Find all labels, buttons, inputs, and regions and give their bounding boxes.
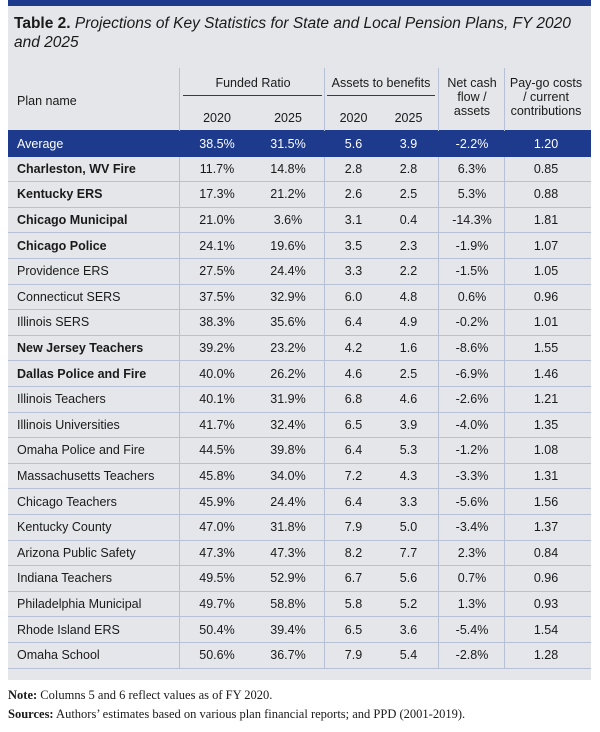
cell-plan-name: Illinois SERS bbox=[17, 315, 90, 330]
cell-funded-2025: 14.8% bbox=[270, 161, 306, 176]
table-row bbox=[8, 438, 591, 464]
header-net-cash-flow-line3: assets bbox=[453, 104, 491, 118]
header-fr-2025: 2025 bbox=[274, 111, 302, 125]
header-paygo-line3: contributions bbox=[510, 104, 582, 118]
cell-plan-name: Dallas Police and Fire bbox=[17, 366, 147, 381]
cell-funded-2025: 26.2% bbox=[270, 366, 306, 381]
table-row bbox=[8, 515, 591, 541]
cell-funded-2020: 37.5% bbox=[199, 289, 235, 304]
cell-net-cash-flow: 6.3% bbox=[457, 161, 487, 176]
cell-net-cash-flow: -0.2% bbox=[455, 315, 489, 330]
cell-assets-2020: 3.5 bbox=[344, 238, 363, 253]
cell-assets-2025: 3.9 bbox=[399, 136, 418, 151]
cell-assets-2020: 6.4 bbox=[344, 494, 363, 509]
cell-assets-2025: 5.2 bbox=[399, 597, 418, 612]
cell-funded-2020: 21.0% bbox=[199, 213, 235, 228]
cell-paygo: 1.20 bbox=[533, 136, 559, 151]
cell-paygo: 0.84 bbox=[533, 545, 559, 560]
cell-assets-2025: 5.4 bbox=[399, 648, 418, 663]
cell-plan-name: Chicago Teachers bbox=[17, 494, 117, 509]
cell-paygo: 1.21 bbox=[533, 392, 559, 407]
header-net-cash-flow-line1: Net cash bbox=[447, 76, 497, 90]
cell-plan-name: Indiana Teachers bbox=[17, 571, 112, 586]
cell-funded-2025: 31.9% bbox=[270, 392, 306, 407]
cell-assets-2020: 8.2 bbox=[344, 545, 363, 560]
header-ab-2020: 2020 bbox=[339, 111, 368, 125]
cell-paygo: 1.46 bbox=[533, 366, 559, 381]
header-net-cash-flow bbox=[440, 76, 504, 118]
cell-net-cash-flow: -5.6% bbox=[455, 494, 489, 509]
cell-net-cash-flow: -1.2% bbox=[455, 443, 489, 458]
cell-funded-2020: 45.9% bbox=[199, 494, 235, 509]
cell-funded-2025: 34.0% bbox=[270, 469, 306, 484]
cell-plan-name: Providence ERS bbox=[17, 264, 109, 279]
cell-assets-2025: 7.7 bbox=[399, 545, 418, 560]
cell-assets-2020: 6.7 bbox=[344, 571, 363, 586]
cell-funded-2025: 21.2% bbox=[270, 187, 306, 202]
cell-assets-2020: 7.9 bbox=[344, 520, 363, 535]
table-row bbox=[8, 182, 591, 208]
cell-paygo: 0.88 bbox=[533, 187, 559, 202]
cell-plan-name: Kentucky County bbox=[17, 520, 112, 535]
cell-paygo: 1.56 bbox=[533, 494, 559, 509]
sources-text: Authors’ estimates based on various plan financial reports; and PPD (2001-2019). bbox=[56, 707, 466, 721]
cell-assets-2025: 4.8 bbox=[399, 289, 418, 304]
header-paygo bbox=[505, 76, 587, 118]
cell-funded-2025: 39.8% bbox=[270, 443, 306, 458]
table-row bbox=[8, 361, 591, 387]
cell-funded-2020: 47.3% bbox=[199, 545, 235, 560]
cell-paygo: 0.96 bbox=[533, 289, 559, 304]
table-row bbox=[8, 336, 591, 362]
cell-funded-2020: 49.5% bbox=[199, 571, 235, 586]
cell-assets-2025: 5.6 bbox=[399, 571, 418, 586]
cell-plan-name: Chicago Police bbox=[17, 238, 107, 253]
cell-funded-2020: 11.7% bbox=[199, 161, 235, 176]
cell-net-cash-flow: -1.5% bbox=[455, 264, 489, 279]
cell-funded-2020: 38.3% bbox=[199, 315, 235, 330]
cell-assets-2025: 4.3 bbox=[399, 469, 418, 484]
cell-funded-2020: 24.1% bbox=[199, 238, 235, 253]
cell-assets-2025: 2.5 bbox=[399, 187, 418, 202]
cell-plan-name: Kentucky ERS bbox=[17, 187, 103, 202]
cell-net-cash-flow: -14.3% bbox=[452, 213, 492, 228]
cell-paygo: 0.96 bbox=[533, 571, 559, 586]
cell-assets-2025: 0.4 bbox=[399, 213, 418, 228]
cell-funded-2020: 47.0% bbox=[199, 520, 235, 535]
table-row bbox=[8, 464, 591, 490]
cell-assets-2020: 5.6 bbox=[344, 136, 363, 151]
table-row bbox=[8, 259, 591, 285]
table-row bbox=[8, 617, 591, 643]
cell-funded-2025: 32.9% bbox=[270, 289, 306, 304]
cell-assets-2020: 6.5 bbox=[344, 622, 363, 637]
cell-net-cash-flow: -2.8% bbox=[455, 648, 489, 663]
cell-paygo: 1.08 bbox=[533, 443, 559, 458]
cell-plan-name: Chicago Municipal bbox=[17, 213, 128, 228]
cell-funded-2020: 50.4% bbox=[199, 622, 235, 637]
cell-net-cash-flow: 1.3% bbox=[457, 597, 487, 612]
cell-paygo: 0.93 bbox=[533, 597, 559, 612]
cell-assets-2020: 5.8 bbox=[344, 597, 363, 612]
cell-funded-2025: 39.4% bbox=[270, 622, 306, 637]
table-row bbox=[8, 157, 591, 183]
cell-funded-2025: 36.7% bbox=[270, 648, 306, 663]
cell-net-cash-flow: -3.4% bbox=[455, 520, 489, 535]
cell-assets-2025: 4.9 bbox=[399, 315, 418, 330]
cell-plan-name: Rhode Island ERS bbox=[17, 622, 120, 637]
cell-funded-2025: 19.6% bbox=[270, 238, 306, 253]
cell-assets-2020: 2.8 bbox=[344, 161, 363, 176]
header-paygo-line2: / current bbox=[523, 90, 569, 104]
table-title-text: Projections of Key Statistics for State and Local Pension Plans, FY 2020 and 2025 bbox=[14, 15, 571, 51]
cell-paygo: 0.85 bbox=[533, 161, 559, 176]
cell-net-cash-flow: -2.6% bbox=[455, 392, 489, 407]
cell-funded-2020: 44.5% bbox=[199, 443, 235, 458]
table-row bbox=[8, 592, 591, 618]
cell-funded-2025: 24.4% bbox=[270, 494, 306, 509]
cell-net-cash-flow: -8.6% bbox=[455, 341, 489, 356]
cell-plan-name: Illinois Universities bbox=[17, 417, 120, 432]
sources-label: Sources: bbox=[8, 707, 54, 721]
cell-paygo: 1.81 bbox=[533, 213, 559, 228]
cell-assets-2025: 3.6 bbox=[399, 622, 418, 637]
cell-net-cash-flow: 2.3% bbox=[457, 545, 487, 560]
cell-assets-2025: 5.0 bbox=[399, 520, 418, 535]
cell-paygo: 1.55 bbox=[533, 341, 559, 356]
cell-plan-name: Massachusetts Teachers bbox=[17, 469, 155, 484]
cell-assets-2020: 3.1 bbox=[344, 213, 363, 228]
table-row bbox=[8, 489, 591, 515]
note-label: Note: bbox=[8, 688, 38, 702]
cell-plan-name: Average bbox=[17, 136, 64, 151]
cell-funded-2020: 45.8% bbox=[199, 469, 235, 484]
cell-paygo: 1.54 bbox=[533, 622, 559, 637]
cell-plan-name: Illinois Teachers bbox=[17, 392, 106, 407]
cell-paygo: 1.28 bbox=[533, 648, 559, 663]
cell-funded-2025: 58.8% bbox=[270, 597, 306, 612]
cell-assets-2025: 5.3 bbox=[399, 443, 418, 458]
cell-assets-2020: 4.2 bbox=[344, 341, 363, 356]
cell-net-cash-flow: -3.3% bbox=[455, 469, 489, 484]
cell-funded-2020: 27.5% bbox=[199, 264, 235, 279]
table-label: Table 2. bbox=[14, 15, 71, 32]
table-title bbox=[14, 14, 574, 52]
table-row bbox=[8, 285, 591, 311]
table-row bbox=[8, 566, 591, 592]
cell-funded-2025: 52.9% bbox=[270, 571, 306, 586]
cell-assets-2025: 2.3 bbox=[399, 238, 418, 253]
cell-paygo: 1.05 bbox=[533, 264, 559, 279]
cell-funded-2020: 40.1% bbox=[199, 392, 235, 407]
cell-paygo: 1.37 bbox=[533, 520, 559, 535]
cell-plan-name: Arizona Public Safety bbox=[17, 545, 136, 560]
cell-assets-2020: 6.4 bbox=[344, 443, 363, 458]
cell-assets-2025: 1.6 bbox=[399, 341, 418, 356]
cell-net-cash-flow: 5.3% bbox=[457, 187, 487, 202]
cell-paygo: 1.01 bbox=[533, 315, 559, 330]
cell-funded-2020: 40.0% bbox=[199, 366, 235, 381]
cell-assets-2020: 7.9 bbox=[344, 648, 363, 663]
sources-line bbox=[8, 705, 592, 724]
header-net-cash-flow-line2: flow / bbox=[457, 90, 487, 104]
cell-funded-2020: 41.7% bbox=[199, 417, 235, 432]
table-row bbox=[8, 387, 591, 413]
cell-funded-2020: 38.5% bbox=[199, 136, 235, 151]
funded-ratio-underline bbox=[183, 95, 322, 96]
note-line bbox=[8, 686, 592, 705]
cell-net-cash-flow: -1.9% bbox=[455, 238, 489, 253]
cell-net-cash-flow: 0.6% bbox=[457, 289, 487, 304]
cell-funded-2025: 31.5% bbox=[270, 136, 306, 151]
cell-funded-2025: 23.2% bbox=[270, 341, 306, 356]
cell-funded-2025: 32.4% bbox=[270, 417, 306, 432]
cell-funded-2025: 24.4% bbox=[270, 264, 306, 279]
cell-funded-2020: 39.2% bbox=[199, 341, 235, 356]
cell-net-cash-flow: -6.9% bbox=[455, 366, 489, 381]
footnotes bbox=[8, 686, 592, 724]
cell-assets-2020: 6.5 bbox=[344, 417, 363, 432]
header-ab-2025: 2025 bbox=[394, 111, 423, 125]
cell-assets-2020: 6.0 bbox=[344, 289, 363, 304]
table-row bbox=[8, 208, 591, 234]
cell-assets-2020: 6.4 bbox=[344, 315, 363, 330]
cell-assets-2020: 4.6 bbox=[344, 366, 363, 381]
cell-assets-2025: 4.6 bbox=[399, 392, 418, 407]
header-plan-name: Plan name bbox=[17, 94, 77, 108]
table-row bbox=[8, 643, 591, 669]
cell-paygo: 1.07 bbox=[533, 238, 559, 253]
cell-funded-2020: 17.3% bbox=[199, 187, 235, 202]
cell-plan-name: Connecticut SERS bbox=[17, 289, 121, 304]
table-row bbox=[8, 541, 591, 567]
cell-paygo: 1.35 bbox=[533, 417, 559, 432]
cell-funded-2020: 50.6% bbox=[199, 648, 235, 663]
average-row bbox=[8, 131, 591, 157]
header-funded-ratio: Funded Ratio bbox=[215, 76, 291, 90]
cell-plan-name: Omaha Police and Fire bbox=[17, 443, 145, 458]
header-paygo-line1: Pay-go costs bbox=[509, 76, 583, 90]
cell-plan-name: New Jersey Teachers bbox=[17, 341, 144, 356]
cell-plan-name: Charleston, WV Fire bbox=[17, 161, 136, 176]
cell-funded-2025: 31.8% bbox=[270, 520, 306, 535]
cell-net-cash-flow: -2.2% bbox=[455, 136, 489, 151]
cell-net-cash-flow: 0.7% bbox=[457, 571, 487, 586]
cell-plan-name: Omaha School bbox=[17, 648, 100, 663]
cell-assets-2020: 7.2 bbox=[344, 469, 363, 484]
cell-paygo: 1.31 bbox=[533, 469, 559, 484]
table-row bbox=[8, 233, 591, 259]
cell-assets-2025: 3.3 bbox=[399, 494, 418, 509]
assets-underline bbox=[327, 95, 435, 96]
cell-assets-2025: 2.8 bbox=[399, 161, 418, 176]
table-row bbox=[8, 413, 591, 439]
cell-net-cash-flow: -5.4% bbox=[455, 622, 489, 637]
note-text: Columns 5 and 6 reflect values as of FY 2020. bbox=[40, 688, 273, 702]
cell-net-cash-flow: -4.0% bbox=[455, 417, 489, 432]
cell-funded-2025: 47.3% bbox=[270, 545, 306, 560]
cell-funded-2020: 49.7% bbox=[199, 597, 235, 612]
table-row bbox=[8, 310, 591, 336]
header-fr-2020: 2020 bbox=[203, 111, 231, 125]
cell-funded-2025: 35.6% bbox=[270, 315, 306, 330]
header-assets-to-benefits: Assets to benefits bbox=[331, 76, 431, 90]
cell-assets-2020: 6.8 bbox=[344, 392, 363, 407]
cell-plan-name: Philadelphia Municipal bbox=[17, 597, 142, 612]
cell-assets-2025: 3.9 bbox=[399, 417, 418, 432]
cell-assets-2025: 2.5 bbox=[399, 366, 418, 381]
cell-assets-2025: 2.2 bbox=[399, 264, 418, 279]
cell-assets-2020: 2.6 bbox=[344, 187, 363, 202]
cell-funded-2025: 3.6% bbox=[273, 213, 303, 228]
cell-assets-2020: 3.3 bbox=[344, 264, 363, 279]
